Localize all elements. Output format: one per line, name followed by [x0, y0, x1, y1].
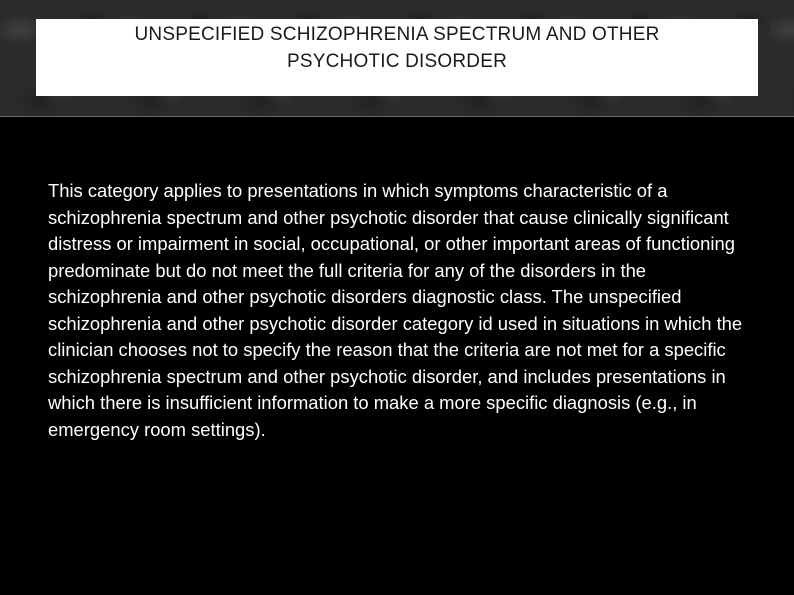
title-box [36, 19, 758, 96]
slide-body-text: This category applies to presentations in which symptoms characteristic of a schizophrenia spectrum and other psychotic disorder that cause clinically significant distress or impairment in social, occupational, or other important areas of functioning predominate but do not meet the full criteria for any of the disorders in the schizophrenia and other psychotic disorders diagnostic class. The unspecified schizophrenia and other psychotic disorder category id used in situations in which the clinician chooses not to specify the reason that the criteria are not met for a specific schizophrenia spectrum and other psychotic disorder, and includes presentations in which there is insufficient information to make a more specific diagnosis (e.g., in emergency room settings). [48, 180, 743, 440]
slide-title: UNSPECIFIED SCHIZOPHRENIA SPECTRUM AND OTHER PSYCHOTIC DISORDER [134, 24, 660, 72]
